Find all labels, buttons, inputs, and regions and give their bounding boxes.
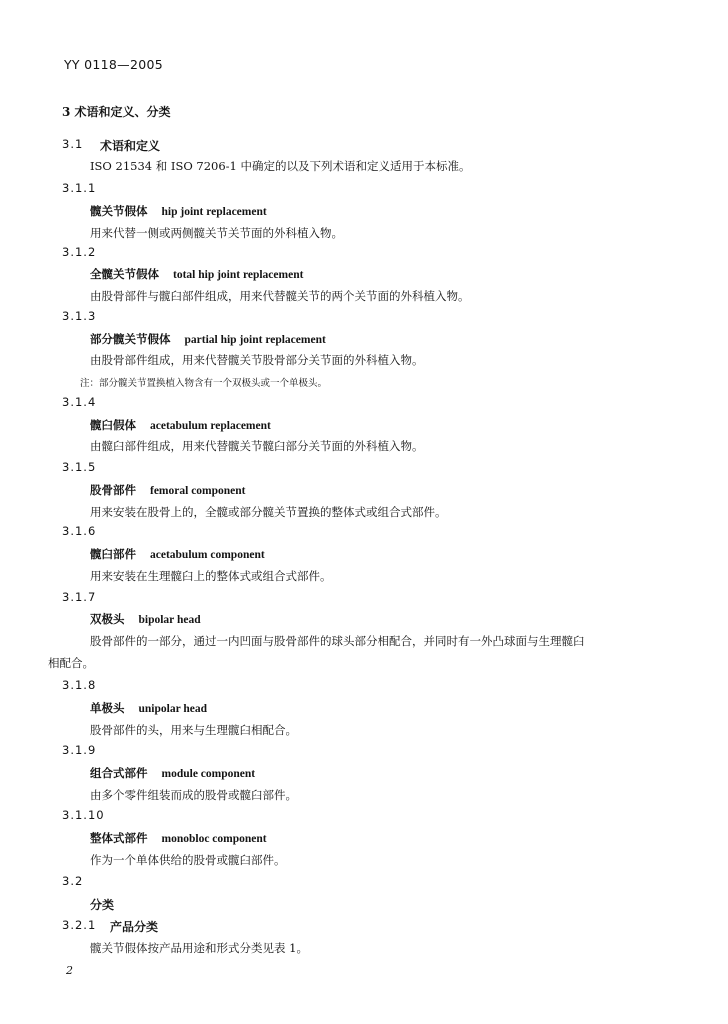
term-definition: 用来安装在股骨上的，全髋或部分髋关节置换的整体式或组合式部件。 (90, 505, 447, 519)
term-heading (90, 700, 207, 716)
term-zh: 全髋关节假体 (90, 267, 159, 281)
term-heading (90, 611, 201, 627)
term-heading (90, 765, 255, 781)
term-number: 3.1.6 (62, 524, 97, 538)
section-3-2-1-text: 髋关节假体按产品用途和形式分类见表 1。 (90, 941, 308, 955)
term-number: 3.1.4 (62, 395, 97, 409)
term-definition: 由股骨部件与髋臼部件组成，用来代替髋关节的两个关节面的外科植入物。 (90, 289, 470, 303)
term-number: 3.1.8 (62, 678, 97, 692)
term-heading (90, 482, 246, 498)
term-heading (90, 830, 267, 846)
term-zh: 髋臼部件 (90, 547, 136, 561)
term-definition: 用来代替一侧或两侧髋关节关节面的外科植入物。 (90, 226, 343, 240)
term-definition: 股骨部件的一部分，通过一内凹面与股骨部件的球头部分相配合，并同时有一外凸球面与生理髋臼 (90, 634, 585, 648)
term-heading (90, 331, 326, 347)
term-heading (90, 203, 267, 219)
page-number: 2 (66, 964, 73, 977)
section-3-2-1-title: 产品分类 (110, 920, 159, 934)
term-definition: 由多个零件组装而成的股骨或髋臼部件。 (90, 788, 297, 802)
term-zh: 单极头 (90, 701, 125, 715)
section-3-1-title: 术语和定义 (100, 139, 161, 153)
term-zh: 髋臼假体 (90, 418, 136, 432)
standard-header: YY 0118—2005 (64, 57, 163, 72)
term-number: 3.1.7 (62, 590, 97, 604)
term-en: bipolar head (138, 614, 201, 626)
term-number: 3.1.10 (62, 808, 105, 822)
section-3-1-number: 3.1 (62, 137, 84, 151)
term-zh: 组合式部件 (90, 766, 148, 780)
term-number: 3.1.5 (62, 460, 97, 474)
term-zh: 髋关节假体 (90, 204, 148, 218)
term-definition-continued: 相配合。 (48, 656, 94, 670)
section-3-2-title: 分类 (90, 898, 115, 912)
section-3-2-1-number: 3.2.1 (62, 918, 97, 932)
term-definition: 由髋臼部件组成，用来代替髋关节髋臼部分关节面的外科植入物。 (90, 439, 424, 453)
term-zh: 双极头 (90, 612, 125, 626)
term-definition: 作为一个单体供给的股骨或髋臼部件。 (90, 853, 286, 867)
term-definition: 用来安装在生理髋臼上的整体式或组合式部件。 (90, 569, 332, 583)
term-en: hip joint replacement (161, 206, 267, 218)
term-en: module component (161, 768, 256, 780)
term-en: unipolar head (138, 703, 207, 715)
term-number: 3.1.1 (62, 181, 97, 195)
term-number: 3.1.3 (62, 309, 97, 323)
term-en: acetabulum component (150, 549, 265, 561)
term-zh: 股骨部件 (90, 483, 136, 497)
term-heading (90, 266, 303, 282)
section-3-1-intro: ISO 21534 和 ISO 7206-1 中确定的以及下列术语和定义适用于本标准。 (90, 159, 471, 173)
term-definition: 股骨部件的头，用来与生理髋臼相配合。 (90, 723, 297, 737)
term-zh: 整体式部件 (90, 831, 148, 845)
term-heading (90, 546, 265, 562)
term-en: partial hip joint replacement (184, 334, 326, 346)
term-en: femoral component (150, 485, 246, 497)
term-definition: 由股骨部件组成，用来代替髋关节股骨部分关节面的外科植入物。 (90, 353, 424, 367)
term-number: 3.1.2 (62, 245, 97, 259)
term-note: 注：部分髋关节置换植入物含有一个双极头或一个单极头。 (80, 378, 328, 389)
section-3-2-number: 3.2 (62, 874, 84, 888)
term-heading (90, 417, 271, 433)
term-en: monobloc component (161, 833, 267, 845)
term-en: total hip joint replacement (173, 269, 304, 281)
section-3-heading: 3 术语和定义、分类 (62, 105, 171, 119)
term-zh: 部分髋关节假体 (90, 332, 171, 346)
term-number: 3.1.9 (62, 743, 97, 757)
term-en: acetabulum replacement (150, 420, 271, 432)
